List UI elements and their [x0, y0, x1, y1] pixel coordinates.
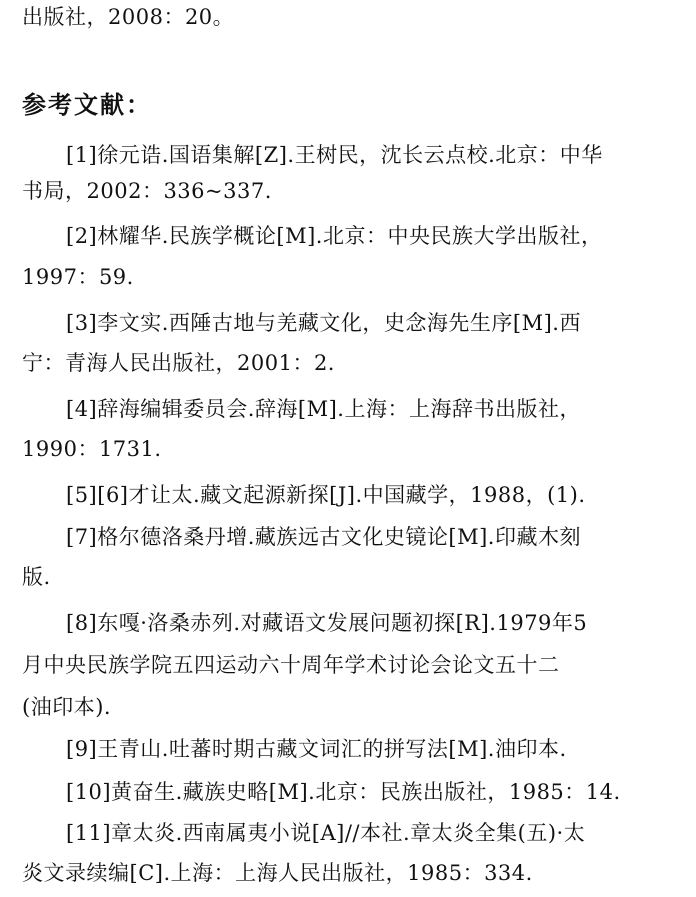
reference-3-line-2: 宁：青海人民出版社，2001：2. [22, 351, 335, 375]
reference-8-line-3: (油印本). [22, 695, 112, 719]
reference-11-line-1: [11]章太炎.西南属夷小说[A]//本社.章太炎全集(五)·太 [66, 821, 586, 845]
reference-1-line-2: 书局，2002：336~337. [22, 179, 272, 203]
reference-1-line-1: [1]徐元诰.国语集解[Z].王树民，沈长云点校.北京：中华 [66, 143, 603, 167]
reference-2-line-2: 1997：59. [22, 265, 134, 289]
reference-11-line-2: 炎文录续编[C].上海：上海人民出版社，1985：334. [22, 861, 533, 885]
previous-reference-tail: 出版社，2008：20。 [22, 5, 235, 29]
reference-9-line-1: [9]王青山.吐蕃时期古藏文词汇的拼写法[M].油印本. [66, 737, 567, 761]
reference-8-line-1: [8]东嘎·洛桑赤列.对藏语文发展问题初探[R].1979年5 [66, 611, 588, 635]
reference-5-6-line-1: [5][6]才让太.藏文起源新探[J].中国藏学，1988，(1). [66, 483, 586, 507]
reference-10-line-1: [10]黄奋生.藏族史略[M].北京：民族出版社，1985：14. [66, 780, 621, 804]
reference-4-line-1: [4]辞海编辑委员会.辞海[M].上海：上海辞书出版社， [66, 397, 581, 421]
reference-4-line-2: 1990：1731. [22, 437, 162, 461]
reference-2-line-1: [2]林耀华.民族学概论[M].北京：中央民族大学出版社， [66, 224, 603, 248]
reference-7-line-1: [7]格尔德洛桑丹增.藏族远古文化史镜论[M].印藏木刻 [66, 525, 581, 549]
references-heading: 参考文献： [22, 91, 152, 119]
reference-8-line-2: 月中央民族学院五四运动六十周年学术讨论会论文五十二 [22, 653, 560, 677]
reference-3-line-1: [3]李文实.西陲古地与羌藏文化，史念海先生序[M].西 [66, 311, 581, 335]
reference-7-line-2: 版. [22, 565, 51, 589]
